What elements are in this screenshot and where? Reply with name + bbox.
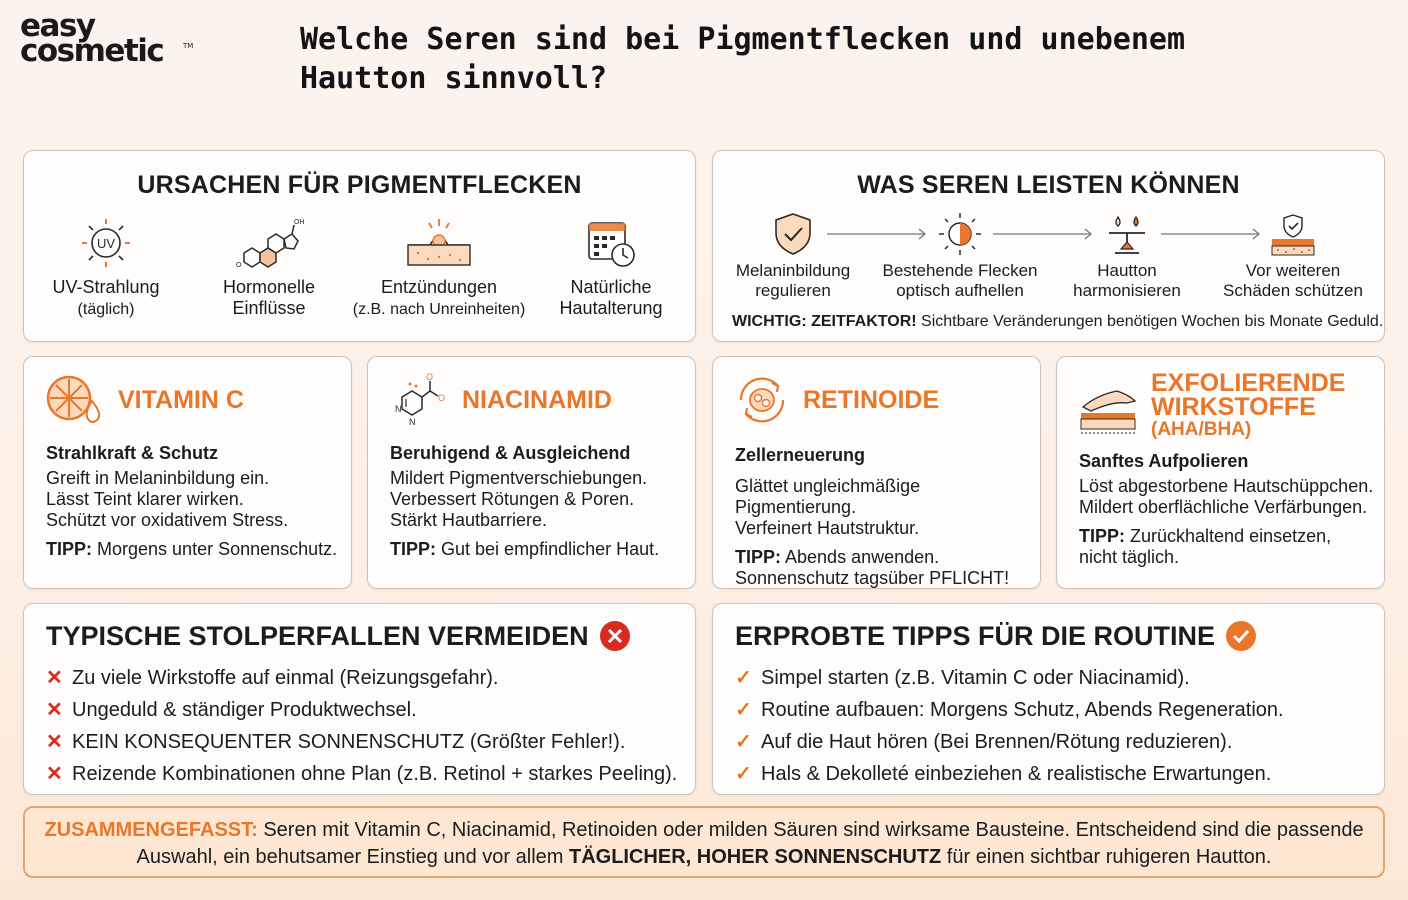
card-exfoliants-header bbox=[1077, 371, 1345, 441]
list-item bbox=[735, 662, 1284, 694]
orange-drop-icon bbox=[44, 371, 106, 429]
card-tip bbox=[1079, 526, 1373, 568]
svg-text:N: N bbox=[409, 417, 416, 427]
summary-text-1: Seren mit Vitamin C, Niacinamid, Retinoiden oder milden Säuren sind wirksame Bausteine. Entscheidend sind die passende Auswahl, ein behutsamer Einstieg und vor allem bbox=[136, 819, 1364, 868]
tip-label: TIPP: bbox=[735, 547, 782, 567]
cause-aging-line1: Natürliche bbox=[570, 277, 652, 297]
list-item bbox=[735, 694, 1284, 726]
cause-hormones-line1: Hormonelle bbox=[222, 277, 316, 297]
card-line: Verfeinert Hautstruktur. bbox=[735, 518, 920, 538]
x-mark-icon: ✕ bbox=[46, 699, 63, 721]
list-item bbox=[46, 662, 677, 694]
cause-uv bbox=[46, 215, 166, 320]
x-mark-icon: ✕ bbox=[46, 667, 63, 689]
tip-text-2: nicht täglich. bbox=[1079, 547, 1180, 567]
card-retinoids-body bbox=[735, 445, 1040, 589]
effect-protect-line1: Vor weiteren bbox=[1245, 261, 1341, 280]
half-sun-icon bbox=[937, 211, 983, 257]
card-retinoids-title: RETINOIDE bbox=[803, 386, 940, 414]
skin-inflammation-icon bbox=[404, 215, 474, 271]
tips-list bbox=[735, 662, 1284, 790]
tips-panel bbox=[712, 603, 1385, 795]
effect-harmonize-line1: Hautton bbox=[1097, 261, 1157, 280]
check-circle-icon bbox=[1225, 620, 1257, 652]
card-line: Stärkt Hautbarriere. bbox=[390, 510, 548, 530]
effect-protect bbox=[1213, 211, 1373, 301]
list-item bbox=[46, 758, 677, 790]
card-subtitle: Sanftes Aufpolieren bbox=[1079, 451, 1249, 471]
check-mark-icon: ✓ bbox=[735, 667, 752, 689]
card-line: Schützt vor oxidativem Stress. bbox=[46, 510, 289, 530]
check-mark-icon: ✓ bbox=[735, 699, 752, 721]
list-item-text: Routine aufbauen: Morgens Schutz, Abends Regeneration. bbox=[761, 699, 1284, 721]
tips-heading-row bbox=[735, 620, 1257, 652]
skin-layers-icon bbox=[1077, 381, 1139, 439]
list-item bbox=[735, 758, 1284, 790]
card-exfoliants-body bbox=[1079, 451, 1373, 568]
serum-effects-panel bbox=[712, 150, 1385, 342]
effect-melanin-line1: Melaninbildung bbox=[735, 261, 851, 280]
causes-panel bbox=[23, 150, 696, 342]
list-item-text: Reizende Kombinationen ohne Plan (z.B. Retinol + starkes Peeling). bbox=[72, 763, 678, 785]
balance-scale-icon bbox=[1105, 211, 1149, 257]
effect-brighten-line1: Bestehende Flecken bbox=[882, 261, 1038, 280]
skin-shield-icon bbox=[1268, 211, 1318, 257]
cause-hormones bbox=[209, 215, 329, 319]
card-retinoids-header bbox=[733, 371, 939, 429]
svg-text:O: O bbox=[236, 262, 242, 269]
svg-text:O: O bbox=[426, 372, 434, 382]
card-line: Glättet ungleichmäßige Pigmentierung. bbox=[735, 476, 921, 517]
hormone-molecule-icon bbox=[234, 215, 304, 271]
serum-effects-heading: WAS SEREN LEISTEN KÖNNEN bbox=[857, 171, 1240, 199]
effect-melanin bbox=[723, 211, 863, 301]
error-x-icon bbox=[599, 620, 631, 652]
summary-text-2: für einen sichtbar ruhigeren Hautton. bbox=[941, 846, 1272, 868]
list-item-text: KEIN KONSEQUENTER SONNENSCHUTZ (Größter Fehler!). bbox=[72, 731, 626, 753]
logo-line-2: cosmetic bbox=[20, 33, 164, 70]
calendar-clock-icon bbox=[583, 215, 639, 271]
card-exfoliants-title-3: (AHA/BHA) bbox=[1151, 419, 1252, 440]
summary-banner bbox=[23, 806, 1385, 878]
cell-renewal-icon bbox=[733, 371, 791, 429]
card-tip bbox=[46, 539, 337, 560]
tip-text-2: Sonnenschutz tagsüber PFLICHT! bbox=[735, 568, 1010, 588]
tip-label: TIPP: bbox=[390, 539, 437, 559]
list-item bbox=[46, 726, 677, 758]
cause-inflammation-line1: Entzündungen bbox=[380, 277, 498, 297]
cause-uv-line2: (täglich) bbox=[77, 301, 135, 318]
pitfalls-heading-row bbox=[46, 620, 631, 652]
cause-hormones-line2: Einflüsse bbox=[232, 298, 306, 318]
svg-text:N: N bbox=[395, 404, 402, 414]
card-line: Verbessert Rötungen & Poren. bbox=[390, 489, 635, 509]
card-line: Löst abgestorbene Hautschüppchen. bbox=[1079, 476, 1374, 496]
card-exfoliants-title-2: WIRKSTOFFE bbox=[1151, 393, 1316, 421]
summary-emphasis: TÄGLICHER, HOHER SONNENSCHUTZ bbox=[569, 846, 942, 868]
shield-check-icon bbox=[771, 211, 815, 257]
card-niacinamide-header bbox=[388, 371, 612, 429]
list-item bbox=[46, 694, 677, 726]
card-tip bbox=[735, 547, 1040, 589]
card-vitamin-c-title: VITAMIN C bbox=[118, 386, 244, 414]
effect-harmonize bbox=[1057, 211, 1197, 301]
time-factor-note bbox=[732, 313, 1383, 331]
card-exfoliants bbox=[1056, 356, 1385, 589]
brand-logo bbox=[20, 8, 194, 70]
card-line: Greift in Melaninbildung ein. bbox=[46, 468, 270, 488]
effect-harmonize-line2: harmonisieren bbox=[1073, 281, 1181, 300]
card-subtitle: Strahlkraft & Schutz bbox=[46, 443, 219, 463]
effect-protect-line2: Schäden schützen bbox=[1223, 281, 1363, 300]
svg-text:UV: UV bbox=[96, 236, 116, 251]
cause-inflammation-line2: (z.B. nach Unreinheiten) bbox=[352, 301, 526, 318]
card-line: Mildert Pigmentverschiebungen. bbox=[390, 468, 648, 488]
tip-text: Morgens unter Sonnenschutz. bbox=[92, 539, 338, 559]
effect-brighten bbox=[875, 211, 1045, 301]
card-retinoids bbox=[712, 356, 1041, 589]
effect-melanin-line2: regulieren bbox=[755, 281, 831, 300]
tip-text: Zurückhaltend einsetzen, bbox=[1125, 526, 1332, 546]
tip-text: Abends anwenden. bbox=[781, 547, 940, 567]
card-niacinamide-body bbox=[390, 443, 659, 560]
summary-label: ZUSAMMENGEFASST: bbox=[44, 819, 258, 841]
uv-sun-icon bbox=[78, 215, 134, 271]
tip-text: Gut bei empfindlicher Haut. bbox=[436, 539, 660, 559]
check-mark-icon: ✓ bbox=[735, 731, 752, 753]
logo-line-1: easy bbox=[20, 8, 95, 44]
tip-label: TIPP: bbox=[46, 539, 93, 559]
card-niacinamide-title: NIACINAMID bbox=[462, 386, 612, 414]
x-mark-icon: ✕ bbox=[46, 763, 63, 785]
card-subtitle: Beruhigend & Ausgleichend bbox=[390, 443, 631, 463]
list-item bbox=[735, 726, 1284, 758]
tips-heading: ERPROBTE TIPPS FÜR DIE ROUTINE bbox=[735, 620, 1216, 651]
card-tip bbox=[390, 539, 659, 560]
causes-heading: URSACHEN FÜR PIGMENTFLECKEN bbox=[137, 171, 582, 199]
check-mark-icon: ✓ bbox=[735, 763, 752, 785]
card-vitamin-c bbox=[23, 356, 352, 589]
list-item-text: Zu viele Wirkstoffe auf einmal (Reizungsgefahr). bbox=[72, 667, 499, 689]
card-line: Mildert oberflächliche Verfärbungen. bbox=[1079, 497, 1368, 517]
page-title: Welche Seren sind bei Pigmentflecken und unebenem Hautton sinnvoll? bbox=[300, 22, 1186, 96]
tip-label: TIPP: bbox=[1079, 526, 1126, 546]
card-niacinamide bbox=[367, 356, 696, 589]
list-item-text: Hals & Dekolleté einbeziehen & realistische Erwartungen. bbox=[761, 763, 1272, 785]
cause-uv-line1: UV-Strahlung bbox=[52, 277, 160, 297]
svg-text:OH: OH bbox=[294, 219, 304, 226]
pitfalls-list bbox=[46, 662, 677, 790]
pitfalls-heading: TYPISCHE STOLPERFALLEN VERMEIDEN bbox=[46, 620, 589, 651]
list-item-text: Auf die Haut hören (Bei Brennen/Rötung reduzieren). bbox=[761, 731, 1233, 753]
card-vitamin-c-header bbox=[44, 371, 244, 429]
time-factor-text: Sichtbare Veränderungen benötigen Wochen bis Monate Geduld. bbox=[916, 313, 1384, 330]
card-vitamin-c-body bbox=[46, 443, 337, 560]
card-exfoliants-title-1: EXFOLIERENDE bbox=[1151, 369, 1346, 397]
card-exfoliants-title-block bbox=[1151, 371, 1345, 441]
time-factor-label: WICHTIG: ZEITFAKTOR! bbox=[732, 313, 917, 330]
cause-inflammation bbox=[344, 215, 534, 320]
card-subtitle: Zellerneuerung bbox=[735, 445, 866, 465]
cause-aging bbox=[551, 215, 671, 319]
effect-brighten-line2: optisch aufhellen bbox=[896, 281, 1024, 300]
pitfalls-panel bbox=[23, 603, 696, 795]
logo-trademark: TM bbox=[183, 42, 194, 50]
svg-text:O: O bbox=[438, 393, 446, 403]
list-item-text: Simpel starten (z.B. Vitamin C oder Niacinamid). bbox=[761, 667, 1190, 689]
cause-aging-line2: Hautalterung bbox=[559, 298, 663, 318]
niacinamide-molecule-icon bbox=[388, 371, 450, 429]
card-line: Lässt Teint klarer wirken. bbox=[46, 489, 244, 509]
list-item-text: Ungeduld & ständiger Produktwechsel. bbox=[72, 699, 417, 721]
x-mark-icon: ✕ bbox=[46, 731, 63, 753]
